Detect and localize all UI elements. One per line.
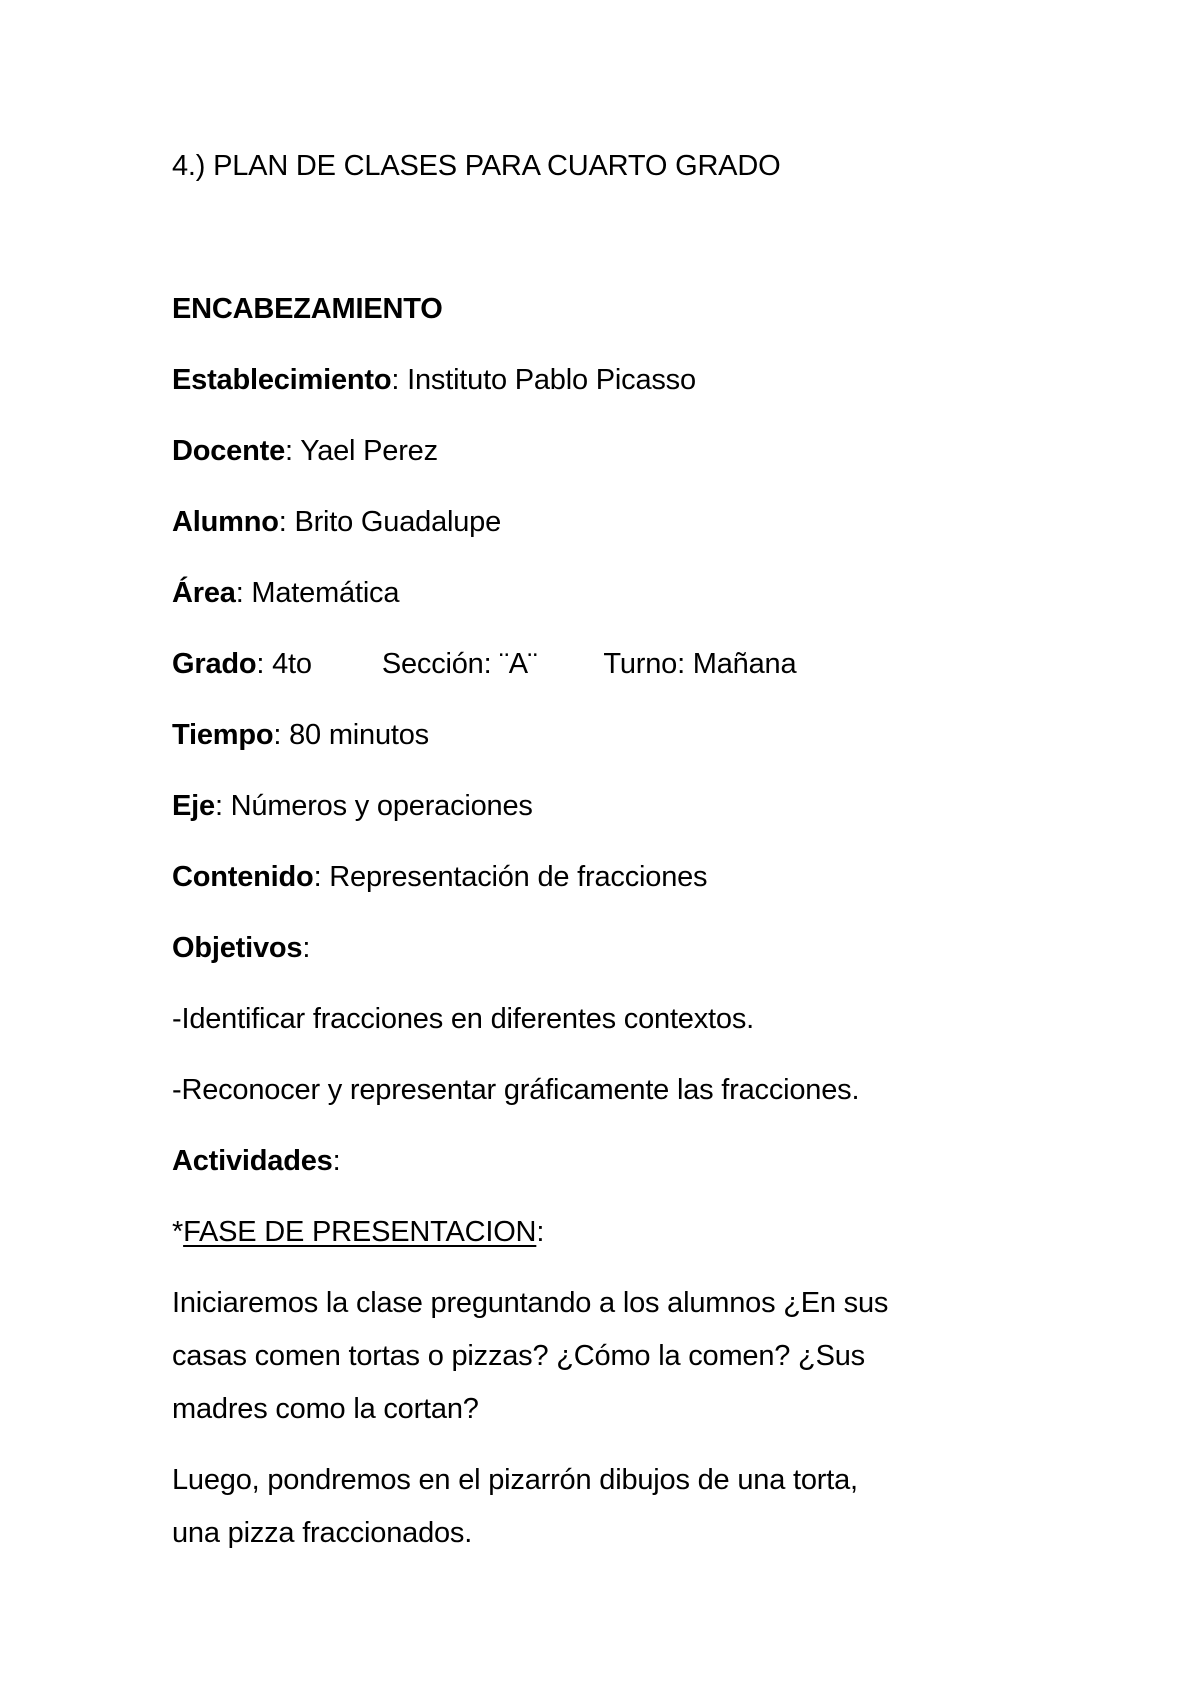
fase-suffix: :	[536, 1216, 545, 1248]
field-separator: :	[313, 861, 322, 893]
objetivos-separator: :	[302, 932, 311, 964]
field-eje	[172, 790, 533, 823]
field-separator: :	[235, 577, 244, 609]
field-label: Área	[172, 577, 236, 609]
field-value: Representación de fracciones	[321, 861, 708, 893]
field-value: 80 minutos	[281, 719, 429, 751]
field-value: Matemática	[243, 577, 400, 609]
field-contenido	[172, 861, 707, 894]
field-docente	[172, 435, 438, 468]
paragraph-line: Luego, pondremos en el pizarrón dibujos de una torta,	[172, 1464, 858, 1496]
field-alumno	[172, 506, 501, 539]
field-label: Tiempo	[172, 719, 274, 751]
field-area	[172, 577, 399, 610]
field-separator: :	[273, 719, 282, 751]
field-label: Eje	[172, 790, 215, 822]
document-title: 4.) PLAN DE CLASES PARA CUARTO GRADO	[172, 150, 781, 182]
field-separator: :	[256, 648, 265, 680]
actividades-label: Actividades	[172, 1145, 333, 1177]
paragraph-line: casas comen tortas o pizzas? ¿Cómo la comen? ¿Sus	[172, 1340, 865, 1372]
field-value: Instituto Pablo Picasso	[399, 364, 696, 396]
field-seccion: Sección: ¨A¨	[381, 648, 538, 680]
field-value: 4to	[264, 648, 312, 680]
field-value: Números y operaciones	[222, 790, 533, 822]
fase-heading	[172, 1216, 544, 1249]
objetivos-heading	[172, 932, 310, 965]
paragraph-line: Iniciaremos la clase preguntando a los alumnos ¿En sus	[172, 1287, 889, 1319]
paragraph-line: una pizza fraccionados.	[172, 1517, 473, 1549]
field-value: Yael Perez	[292, 435, 438, 467]
field-separator: :	[214, 790, 223, 822]
actividades-separator: :	[332, 1145, 341, 1177]
field-grado-row	[172, 648, 796, 681]
field-label: Docente	[172, 435, 286, 467]
field-label: Contenido	[172, 861, 314, 893]
field-tiempo	[172, 719, 429, 752]
paragraph-line: madres como la cortan?	[172, 1393, 479, 1425]
field-value: Brito Guadalupe	[286, 506, 502, 538]
field-establecimiento	[172, 364, 696, 397]
field-separator: :	[391, 364, 400, 396]
field-turno: Turno: Mañana	[603, 648, 797, 680]
objetivo-item: -Identificar fracciones en diferentes contextos.	[172, 1003, 754, 1035]
section-heading: ENCABEZAMIENTO	[172, 293, 443, 325]
field-label: Grado	[172, 648, 257, 680]
fase-prefix: *	[172, 1216, 184, 1248]
objetivos-label: Objetivos	[172, 932, 303, 964]
field-separator: :	[285, 435, 293, 467]
fase-name: FASE DE PRESENTACION	[183, 1216, 537, 1248]
objetivo-item: -Reconocer y representar gráficamente las fracciones.	[172, 1074, 860, 1106]
field-label: Alumno	[172, 506, 279, 538]
field-separator: :	[278, 506, 287, 538]
field-label: Establecimiento	[172, 364, 392, 396]
actividades-heading	[172, 1145, 340, 1178]
